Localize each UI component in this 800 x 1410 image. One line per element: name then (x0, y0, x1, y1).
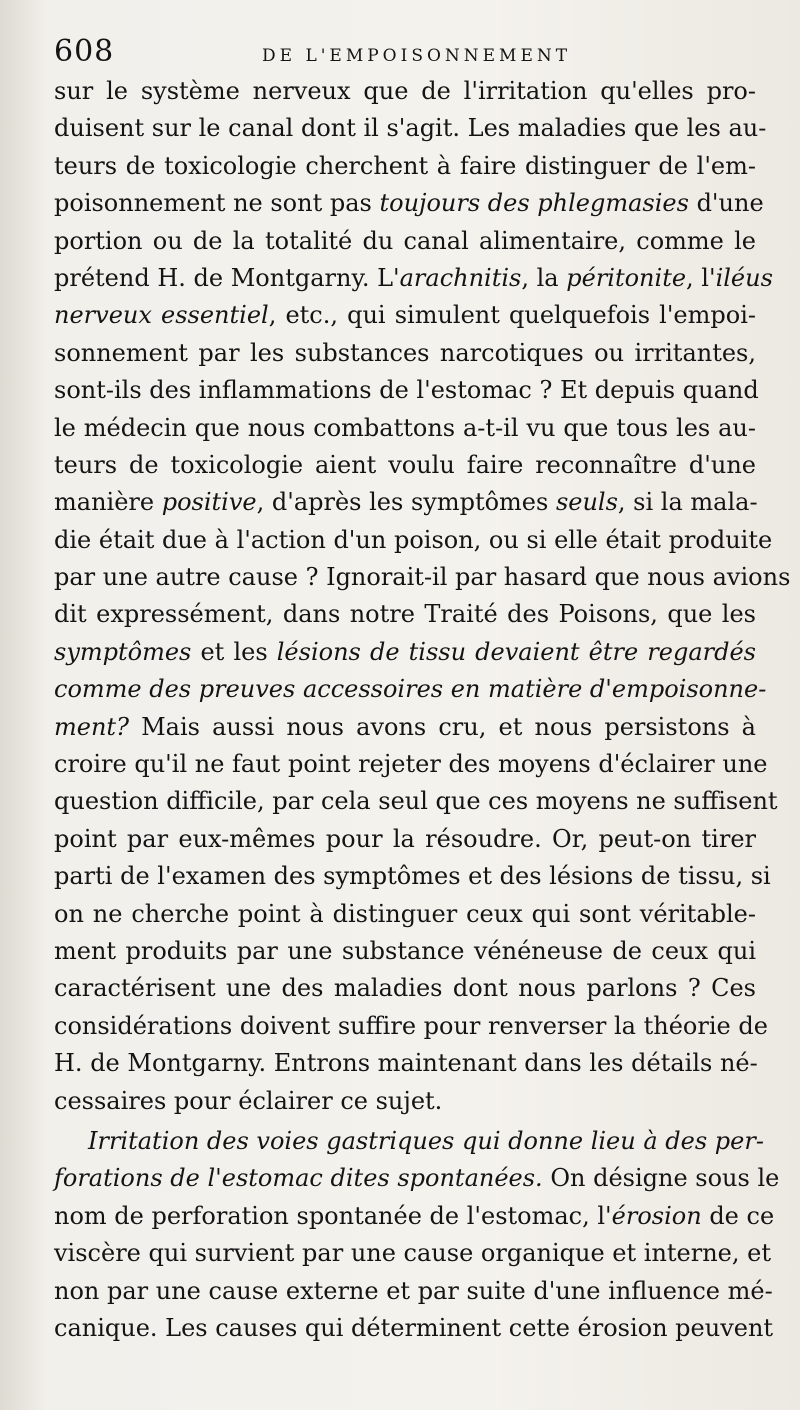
text-line (54, 1123, 764, 1160)
text-run: On désigne sous le (542, 1164, 780, 1193)
text-line: point par eux-mêmes pour la résoudre. Or, peut-on tirer (54, 824, 756, 853)
text-line: cessaires pour éclairer ce sujet. (54, 1086, 443, 1115)
text-run: et les (191, 637, 277, 666)
text-run: de ce (701, 1201, 775, 1230)
text-line: par une autre cause ? Ignorait-il par hasard que nous avions (54, 563, 791, 592)
text-line (54, 634, 756, 671)
italic-run: ment? (54, 712, 129, 741)
text-line (54, 1160, 780, 1197)
text-line (54, 484, 756, 521)
page-header (54, 34, 760, 74)
italic-run: Irritation des voies gastriques qui donne lieu à des per- (88, 1126, 764, 1155)
italic-run: nerveux essentiel (54, 301, 269, 330)
text-line: H. de Montgarny. Entrons maintenant dans les détails né- (54, 1049, 758, 1078)
text-run: , si la mala- (617, 488, 758, 517)
text-line: croire qu'il ne faut point rejeter des moyens d'éclairer une (54, 750, 768, 779)
italic-run: lésions de tissu devaient être regardés (276, 637, 756, 666)
italic-run: symptômes (54, 637, 192, 666)
text-line: on ne cherche point à distinguer ceux qui sont véritable- (54, 899, 756, 928)
italic-run: forations de l'estomac dites spontanées. (54, 1164, 543, 1193)
text-line (54, 185, 764, 222)
text-line (54, 1198, 775, 1235)
text-line: ment produits par une substance vénéneuse de ceux qui (54, 936, 756, 965)
text-run: , d'après les symptômes (256, 488, 556, 517)
text-run: nom de perforation spontanée de l'estomac, l' (54, 1201, 612, 1230)
text-line: non par une cause externe et par suite d'une influence mé- (54, 1276, 773, 1305)
text-run: poisonnement ne sont pas (54, 189, 380, 218)
text-line: duisent sur le canal dont il s'agit. Les maladies que les au- (54, 114, 767, 143)
text-line: dit expressément, dans notre Traité des Poisons, que les (54, 600, 756, 629)
text-run: , la (521, 263, 567, 292)
italic-run: péritonite (566, 263, 687, 292)
text-line (54, 709, 756, 746)
text-line: sur le système nerveux que de l'irritation qu'elles pro- (54, 77, 756, 105)
italic-run: positive (161, 488, 257, 517)
text-run: , l' (686, 263, 716, 292)
text-line: sont-ils des inflammations de l'estomac ? Et depuis quand (54, 376, 759, 405)
text-line: teurs de toxicologie aient voulu faire reconnaître d'une (54, 450, 756, 479)
text-line (54, 260, 773, 297)
text-run: prétend H. de Montgarny. L' (54, 263, 400, 292)
italic-run: iléus (715, 263, 773, 292)
text-run: manière (54, 488, 162, 517)
page-number: 608 (54, 34, 115, 69)
text-line: question difficile, par cela seul que ces moyens ne suffisent (54, 787, 778, 816)
italic-run: comme des preuves accessoires en matière d'empoisonne- (54, 675, 767, 704)
italic-run: seuls (555, 488, 618, 517)
text-line (54, 297, 756, 334)
italic-run: arachnitis (399, 263, 522, 292)
italic-run: toujours des phlegmasies (379, 189, 689, 218)
text-line: considérations doivent suffire pour renverser la théorie de (54, 1011, 768, 1040)
text-line: parti de l'examen des symptômes et des lésions de tissu, si (54, 862, 771, 891)
text-line: die était due à l'action d'un poison, ou si elle était produite (54, 525, 773, 554)
text-run: d'une (688, 189, 764, 218)
body-text (54, 73, 791, 1347)
italic-run: érosion (611, 1201, 702, 1230)
text-line: portion ou de la totalité du canal alimentaire, comme le (54, 226, 756, 255)
text-run: , etc., qui simulent quelquefois l'empoi- (268, 301, 756, 330)
text-line (54, 671, 767, 708)
text-line: caractérisent une des maladies dont nous parlons ? Ces (54, 974, 756, 1003)
text-line: sonnement par les substances narcotiques ou irritantes, (54, 338, 756, 367)
text-line: le médecin que nous combattons a-t-il vu que tous les au- (54, 413, 756, 442)
running-head: DE L'EMPOISONNEMENT (262, 46, 572, 66)
text-run: Mais aussi nous avons cru, et nous persistons à (128, 712, 756, 741)
text-line: canique. Les causes qui déterminent cette érosion peuvent (54, 1313, 774, 1342)
text-line: viscère qui survient par une cause organique et interne, et (54, 1239, 771, 1268)
text-line: teurs de toxicologie cherchent à faire distinguer de l'em- (54, 151, 756, 180)
